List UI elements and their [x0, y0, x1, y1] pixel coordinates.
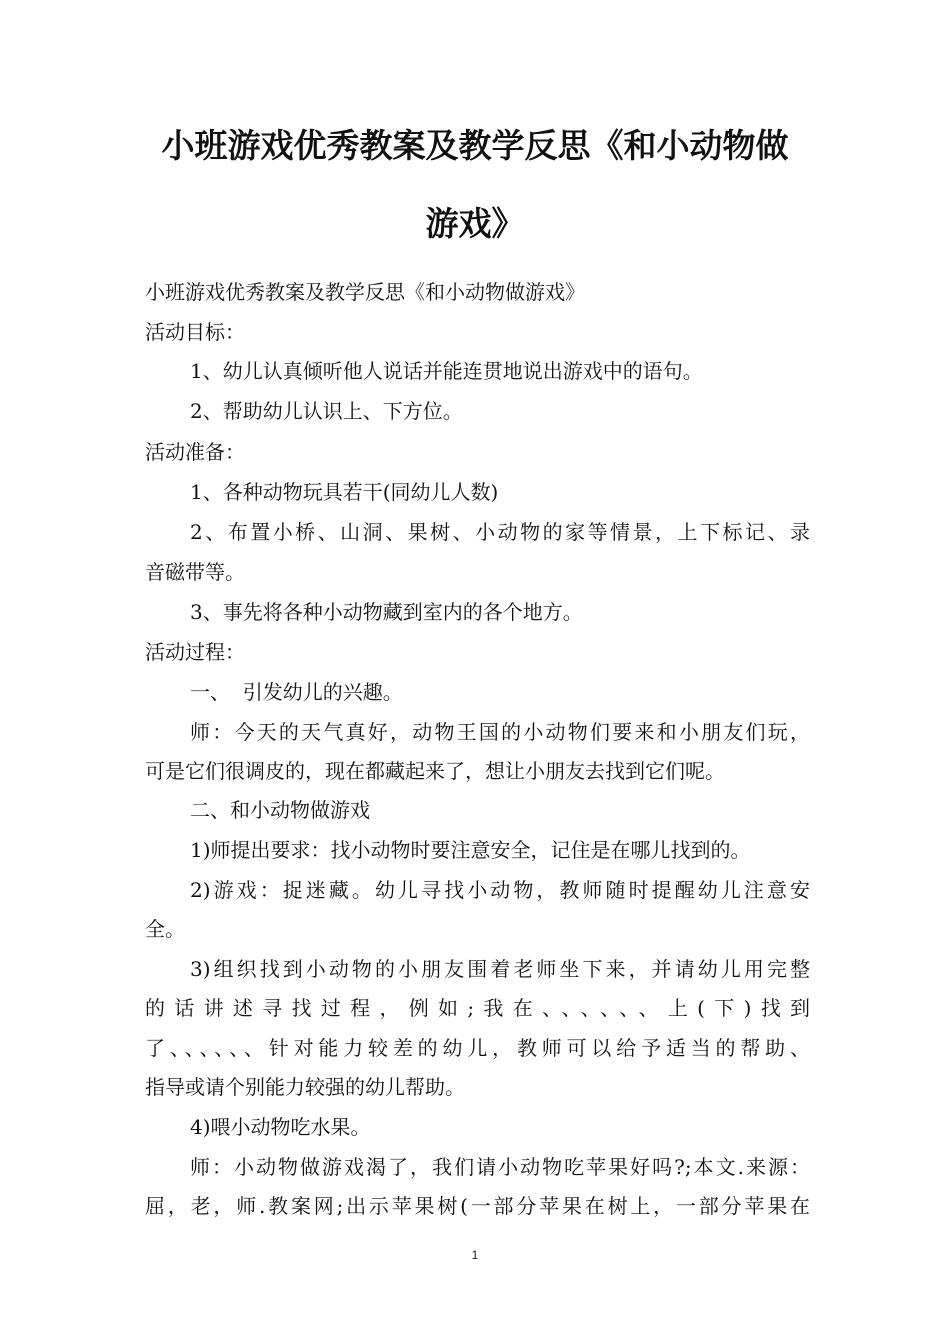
step-2-item-4-text-line-1: 师：小动物做游戏渴了，我们请小动物吃苹果好吗?;本文.来源： — [190, 1155, 810, 1179]
document-subtitle: 小班游戏优秀教案及教学反思《和小动物做游戏》 — [145, 280, 585, 304]
step-2-item-1: 1)师提出要求：找小动物时要注意安全，记住是在哪儿找到的。 — [190, 838, 751, 862]
process-heading: 活动过程： — [145, 640, 245, 664]
page-number: 1 — [471, 1248, 479, 1262]
step-2-item-3-line-1: 3)组织找到小动物的小朋友围着老师坐下来，并请幼儿用完整 — [190, 957, 810, 981]
step-2-item-3-line-2: 的话讲述寻找过程，例如;我在、、、、、、上(下)找到 — [145, 996, 810, 1020]
step-1-text-line-1: 师：今天的天气真好，动物王国的小动物们要来和小朋友们玩， — [190, 720, 810, 744]
step-1-heading: 一、 引发幼儿的兴趣。 — [190, 680, 403, 704]
step-2-item-4: 4)喂小动物吃水果。 — [190, 1115, 371, 1139]
prep-item-2-line-2: 音磁带等。 — [145, 560, 245, 584]
step-2-item-3-line-3: 了、、、、、、针对能力较差的幼儿，教师可以给予适当的帮助、 — [145, 1036, 810, 1060]
prep-item-1: 1、各种动物玩具若干(同幼儿人数) — [190, 480, 499, 504]
step-2-item-3-line-4: 指导或请个别能力较强的幼儿帮助。 — [145, 1075, 465, 1099]
goals-heading: 活动目标： — [145, 320, 245, 344]
document-title-line-1: 小班游戏优秀教案及教学反思《和小动物做 — [161, 126, 789, 165]
step-1-text-line-2: 可是它们很调皮的，现在都藏起来了，想让小朋友去找到它们呢。 — [145, 759, 725, 783]
document-title-line-2: 游戏》 — [425, 204, 525, 243]
step-2-heading: 二、和小动物做游戏 — [190, 798, 370, 822]
step-2-item-4-text-line-2: 屈，老，师.教案网;出示苹果树(一部分苹果在树上，一部分苹果在 — [145, 1194, 810, 1218]
prep-heading: 活动准备： — [145, 440, 245, 464]
step-2-item-2-line-2: 全。 — [145, 917, 185, 941]
goal-item-2: 2、帮助幼儿认识上、下方位。 — [190, 399, 463, 423]
prep-item-2-line-1: 2、布置小桥、山洞、果树、小动物的家等情景，上下标记、录 — [190, 520, 810, 544]
goal-item-1: 1、幼儿认真倾听他人说话并能连贯地说出游戏中的语句。 — [190, 359, 703, 383]
prep-item-3: 3、事先将各种小动物藏到室内的各个地方。 — [190, 600, 583, 624]
step-2-item-2-line-1: 2)游戏：捉迷藏。幼儿寻找小动物，教师随时提醒幼儿注意安 — [190, 878, 810, 902]
